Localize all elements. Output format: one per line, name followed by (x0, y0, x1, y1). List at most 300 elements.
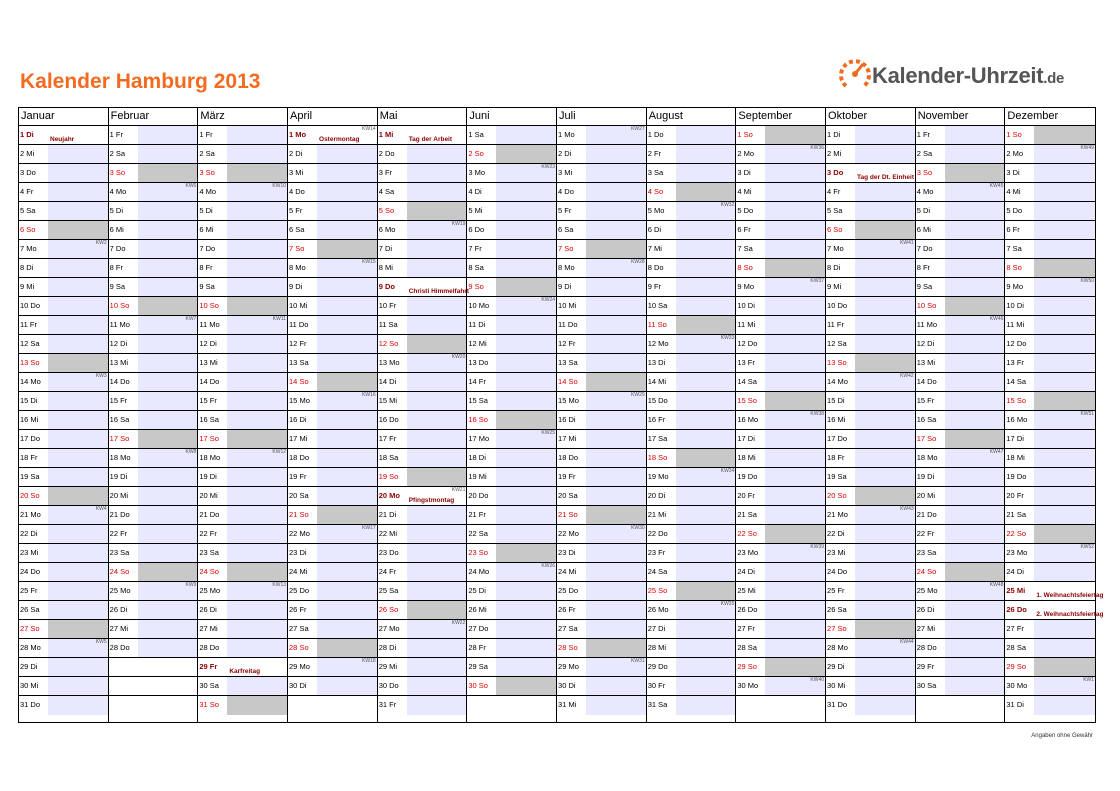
day-cell[interactable] (736, 544, 825, 563)
day-cell[interactable] (109, 430, 198, 449)
day-cell[interactable] (1005, 278, 1095, 297)
day-note-area[interactable] (855, 221, 915, 239)
day-cell[interactable] (19, 145, 108, 164)
day-note-area[interactable] (496, 525, 556, 543)
day-note-area[interactable] (317, 354, 377, 372)
day-cell[interactable] (916, 221, 1005, 240)
day-cell[interactable] (736, 411, 825, 430)
day-cell[interactable] (736, 658, 825, 677)
day-cell[interactable] (647, 430, 736, 449)
day-note-area[interactable] (586, 696, 646, 715)
day-cell[interactable] (557, 468, 646, 487)
day-note-area[interactable] (407, 506, 467, 524)
day-note-area[interactable] (407, 449, 467, 467)
day-cell[interactable] (557, 240, 646, 259)
day-cell[interactable] (647, 696, 736, 715)
day-cell[interactable] (467, 563, 556, 582)
day-cell[interactable] (826, 259, 915, 278)
day-cell[interactable] (198, 601, 287, 620)
day-cell[interactable] (736, 354, 825, 373)
day-note-area[interactable] (676, 297, 736, 315)
day-cell[interactable] (647, 316, 736, 335)
day-cell[interactable] (647, 259, 736, 278)
day-cell[interactable] (557, 278, 646, 297)
day-cell[interactable] (557, 373, 646, 392)
day-cell[interactable] (198, 373, 287, 392)
day-cell[interactable] (467, 468, 556, 487)
day-note-area[interactable] (407, 411, 467, 429)
day-cell[interactable] (467, 487, 556, 506)
day-cell[interactable] (736, 468, 825, 487)
day-note-area[interactable] (855, 297, 915, 315)
day-cell[interactable] (467, 373, 556, 392)
day-cell[interactable] (826, 468, 915, 487)
day-note-area[interactable] (227, 221, 287, 239)
day-note-area[interactable] (945, 658, 1005, 676)
day-cell[interactable] (198, 221, 287, 240)
day-note-area[interactable] (138, 373, 198, 391)
day-cell[interactable] (826, 582, 915, 601)
day-note-area[interactable] (496, 373, 556, 391)
day-note-area[interactable] (676, 240, 736, 258)
day-note-area[interactable] (586, 126, 646, 144)
day-cell[interactable] (198, 487, 287, 506)
day-note-area[interactable] (945, 259, 1005, 277)
day-cell[interactable] (467, 221, 556, 240)
day-cell[interactable] (198, 259, 287, 278)
day-note-area[interactable] (1034, 411, 1095, 429)
day-note-area[interactable] (496, 430, 556, 448)
day-note-area[interactable] (945, 164, 1005, 182)
day-cell[interactable] (19, 696, 108, 715)
day-note-area[interactable] (1034, 126, 1095, 144)
day-cell[interactable] (736, 620, 825, 639)
day-cell[interactable] (916, 259, 1005, 278)
day-cell[interactable] (647, 354, 736, 373)
day-cell[interactable] (198, 316, 287, 335)
day-cell[interactable] (557, 145, 646, 164)
day-cell[interactable] (826, 506, 915, 525)
day-cell[interactable] (378, 183, 467, 202)
day-cell[interactable] (288, 183, 377, 202)
day-note-area[interactable] (855, 316, 915, 334)
day-cell[interactable] (1005, 354, 1095, 373)
day-cell[interactable] (378, 544, 467, 563)
day-note-area[interactable] (765, 449, 825, 467)
day-cell[interactable] (1005, 506, 1095, 525)
day-note-area[interactable] (48, 620, 108, 638)
day-note-area[interactable] (48, 449, 108, 467)
day-cell[interactable] (198, 506, 287, 525)
day-note-area[interactable] (227, 658, 287, 676)
day-note-area[interactable] (855, 354, 915, 372)
day-note-area[interactable] (765, 392, 825, 410)
day-cell[interactable] (1005, 601, 1104, 620)
day-note-area[interactable] (855, 544, 915, 562)
day-note-area[interactable] (496, 316, 556, 334)
day-note-area[interactable] (945, 126, 1005, 144)
day-cell[interactable] (467, 354, 556, 373)
day-note-area[interactable] (48, 506, 108, 524)
day-note-area[interactable] (676, 658, 736, 676)
day-cell[interactable] (826, 658, 915, 677)
day-note-area[interactable] (407, 430, 467, 448)
day-note-area[interactable] (48, 696, 108, 715)
day-cell[interactable] (109, 145, 198, 164)
day-cell[interactable] (288, 487, 377, 506)
day-cell[interactable] (288, 145, 377, 164)
day-cell[interactable] (109, 221, 198, 240)
day-cell[interactable] (557, 696, 646, 715)
day-cell[interactable] (557, 202, 646, 221)
day-cell[interactable] (19, 658, 108, 677)
day-cell[interactable] (647, 506, 736, 525)
day-cell[interactable] (288, 620, 377, 639)
day-cell[interactable] (826, 335, 915, 354)
day-cell[interactable] (557, 582, 646, 601)
day-note-area[interactable] (48, 639, 108, 657)
day-cell[interactable] (198, 183, 287, 202)
day-cell[interactable] (1005, 658, 1095, 677)
day-cell[interactable] (916, 506, 1005, 525)
day-note-area[interactable] (48, 316, 108, 334)
day-note-area[interactable] (1034, 658, 1095, 676)
day-note-area[interactable] (227, 126, 287, 144)
day-cell[interactable] (378, 620, 467, 639)
day-note-area[interactable] (1034, 601, 1104, 619)
day-cell[interactable] (19, 240, 108, 259)
day-note-area[interactable] (496, 335, 556, 353)
day-note-area[interactable] (407, 525, 467, 543)
day-cell[interactable] (826, 544, 915, 563)
day-cell[interactable] (647, 183, 736, 202)
day-note-area[interactable] (317, 449, 377, 467)
day-cell[interactable] (198, 639, 287, 658)
day-cell[interactable] (1005, 696, 1095, 715)
day-cell[interactable] (1005, 164, 1095, 183)
day-cell[interactable] (288, 335, 377, 354)
day-note-area[interactable] (496, 145, 556, 163)
day-cell[interactable] (826, 620, 915, 639)
day-cell[interactable] (467, 658, 556, 677)
day-cell[interactable] (19, 601, 108, 620)
day-cell[interactable] (378, 259, 467, 278)
logo[interactable] (836, 50, 1086, 100)
day-note-area[interactable] (765, 126, 825, 144)
day-cell[interactable] (109, 240, 198, 259)
day-note-area[interactable] (586, 183, 646, 201)
day-note-area[interactable] (1034, 202, 1095, 220)
day-note-area[interactable] (227, 354, 287, 372)
day-cell[interactable] (109, 639, 198, 658)
day-cell[interactable] (198, 468, 287, 487)
day-note-area[interactable] (317, 677, 377, 695)
day-note-area[interactable] (765, 297, 825, 315)
day-cell[interactable] (288, 259, 377, 278)
day-cell[interactable] (288, 297, 377, 316)
day-note-area[interactable] (48, 373, 108, 391)
day-note-area[interactable] (945, 202, 1005, 220)
day-note-area[interactable] (138, 506, 198, 524)
day-cell[interactable] (736, 525, 825, 544)
day-cell[interactable] (647, 221, 736, 240)
day-cell[interactable] (378, 639, 467, 658)
day-note-area[interactable] (676, 411, 736, 429)
day-note-area[interactable] (855, 240, 915, 258)
day-note-area[interactable] (138, 392, 198, 410)
day-note-area[interactable] (227, 430, 287, 448)
day-cell[interactable] (916, 297, 1005, 316)
day-cell[interactable] (19, 316, 108, 335)
day-note-area[interactable] (855, 411, 915, 429)
day-cell[interactable] (378, 468, 467, 487)
day-cell[interactable] (826, 278, 915, 297)
day-note-area[interactable] (496, 164, 556, 182)
day-note-area[interactable] (227, 259, 287, 277)
day-cell[interactable] (109, 411, 198, 430)
day-cell[interactable] (1005, 639, 1095, 658)
day-cell[interactable] (467, 677, 556, 696)
day-note-area[interactable] (945, 373, 1005, 391)
day-cell[interactable] (557, 449, 646, 468)
day-note-area[interactable] (676, 563, 736, 581)
day-note-area[interactable] (48, 278, 108, 296)
day-note-area[interactable] (407, 335, 467, 353)
day-cell[interactable] (467, 145, 556, 164)
day-cell[interactable] (1005, 430, 1095, 449)
day-note-area[interactable] (855, 392, 915, 410)
day-cell[interactable] (1005, 411, 1095, 430)
day-cell[interactable] (647, 449, 736, 468)
day-cell[interactable] (826, 487, 915, 506)
day-cell[interactable] (288, 411, 377, 430)
day-note-area[interactable] (407, 639, 467, 657)
day-note-area[interactable] (138, 126, 198, 144)
day-cell[interactable] (647, 601, 736, 620)
day-cell[interactable] (647, 658, 736, 677)
day-cell[interactable] (19, 582, 108, 601)
day-note-area[interactable] (317, 525, 377, 543)
day-cell[interactable] (288, 221, 377, 240)
day-note-area[interactable] (945, 525, 1005, 543)
day-note-area[interactable] (765, 335, 825, 353)
day-cell[interactable] (916, 658, 1005, 677)
day-note-area[interactable] (586, 601, 646, 619)
day-note-area[interactable] (317, 221, 377, 239)
day-cell[interactable] (557, 392, 646, 411)
day-cell[interactable] (916, 278, 1005, 297)
day-cell[interactable] (19, 411, 108, 430)
day-note-area[interactable] (1034, 392, 1095, 410)
day-note-area[interactable] (317, 506, 377, 524)
day-cell[interactable] (736, 240, 825, 259)
day-cell[interactable] (826, 373, 915, 392)
day-cell[interactable] (916, 582, 1005, 601)
day-note-area[interactable] (317, 240, 377, 258)
day-note-area[interactable] (1034, 582, 1104, 600)
day-cell[interactable] (19, 297, 108, 316)
day-cell[interactable] (288, 582, 377, 601)
day-cell[interactable] (826, 126, 915, 145)
day-note-area[interactable] (1034, 316, 1095, 334)
day-note-area[interactable] (855, 126, 915, 144)
day-note-area[interactable] (765, 430, 825, 448)
day-cell[interactable] (826, 316, 915, 335)
day-cell[interactable] (736, 278, 825, 297)
day-cell[interactable] (378, 487, 467, 506)
day-note-area[interactable] (586, 658, 646, 676)
day-cell[interactable] (736, 563, 825, 582)
day-cell[interactable] (378, 202, 467, 221)
day-cell[interactable] (916, 411, 1005, 430)
day-cell[interactable] (198, 335, 287, 354)
day-cell[interactable] (736, 259, 825, 278)
day-note-area[interactable] (855, 278, 915, 296)
day-cell[interactable] (736, 487, 825, 506)
day-note-area[interactable] (586, 297, 646, 315)
day-note-area[interactable] (317, 183, 377, 201)
day-note-area[interactable] (317, 468, 377, 486)
day-cell[interactable] (916, 563, 1005, 582)
day-note-area[interactable] (676, 183, 736, 201)
day-note-area[interactable] (317, 335, 377, 353)
day-note-area[interactable] (317, 430, 377, 448)
day-cell[interactable] (288, 525, 377, 544)
day-note-area[interactable] (945, 335, 1005, 353)
day-note-area[interactable] (586, 620, 646, 638)
day-note-area[interactable] (407, 145, 467, 163)
day-note-area[interactable] (586, 525, 646, 543)
day-note-area[interactable] (855, 582, 915, 600)
day-note-area[interactable] (1034, 544, 1095, 562)
day-note-area[interactable] (765, 601, 825, 619)
day-cell[interactable] (378, 601, 467, 620)
day-note-area[interactable] (407, 677, 467, 695)
day-cell[interactable] (1005, 620, 1095, 639)
day-cell[interactable] (1005, 677, 1095, 696)
day-cell[interactable] (19, 449, 108, 468)
day-cell[interactable] (109, 601, 198, 620)
day-note-area[interactable] (765, 639, 825, 657)
day-note-area[interactable] (586, 316, 646, 334)
day-cell[interactable] (467, 240, 556, 259)
day-note-area[interactable] (765, 677, 825, 695)
day-cell[interactable] (109, 544, 198, 563)
day-cell[interactable] (647, 373, 736, 392)
day-cell[interactable] (826, 145, 915, 164)
day-note-area[interactable] (407, 563, 467, 581)
day-cell[interactable] (736, 392, 825, 411)
day-note-area[interactable] (945, 297, 1005, 315)
day-note-area[interactable] (855, 563, 915, 581)
day-cell[interactable] (826, 392, 915, 411)
day-note-area[interactable] (227, 164, 287, 182)
day-note-area[interactable] (586, 373, 646, 391)
day-cell[interactable] (19, 183, 108, 202)
day-note-area[interactable] (765, 487, 825, 505)
day-cell[interactable] (467, 601, 556, 620)
day-cell[interactable] (467, 411, 556, 430)
day-note-area[interactable] (227, 620, 287, 638)
day-cell[interactable] (378, 525, 467, 544)
day-note-area[interactable] (765, 278, 825, 296)
day-note-area[interactable] (945, 430, 1005, 448)
day-note-area[interactable] (48, 487, 108, 505)
day-note-area[interactable] (138, 145, 198, 163)
day-cell[interactable] (916, 164, 1005, 183)
day-cell[interactable] (736, 582, 825, 601)
day-note-area[interactable] (496, 620, 556, 638)
day-note-area[interactable] (407, 582, 467, 600)
day-cell[interactable] (557, 259, 646, 278)
day-cell[interactable] (1005, 468, 1095, 487)
day-note-area[interactable] (227, 468, 287, 486)
day-cell[interactable] (109, 392, 198, 411)
day-note-area[interactable] (855, 468, 915, 486)
day-cell[interactable] (916, 183, 1005, 202)
day-note-area[interactable] (317, 411, 377, 429)
day-note-area[interactable] (407, 221, 467, 239)
day-note-area[interactable] (317, 544, 377, 562)
day-cell[interactable] (736, 145, 825, 164)
day-cell[interactable] (288, 278, 377, 297)
day-cell[interactable] (198, 430, 287, 449)
day-note-area[interactable] (586, 145, 646, 163)
day-note-area[interactable] (317, 601, 377, 619)
day-cell[interactable] (1005, 449, 1095, 468)
day-note-area[interactable] (407, 620, 467, 638)
day-note-area[interactable] (676, 525, 736, 543)
day-note-area[interactable] (317, 145, 377, 163)
day-note-area[interactable] (138, 468, 198, 486)
day-note-area[interactable] (945, 449, 1005, 467)
day-note-area[interactable] (676, 506, 736, 524)
day-note-area[interactable] (496, 449, 556, 467)
day-note-area[interactable] (1034, 487, 1095, 505)
day-note-area[interactable] (227, 240, 287, 258)
day-cell[interactable] (467, 259, 556, 278)
day-note-area[interactable] (138, 449, 198, 467)
day-note-area[interactable] (586, 563, 646, 581)
day-note-area[interactable] (138, 430, 198, 448)
day-cell[interactable] (736, 601, 825, 620)
day-note-area[interactable] (765, 183, 825, 201)
day-cell[interactable] (378, 278, 470, 297)
day-note-area[interactable] (227, 373, 287, 391)
day-note-area[interactable] (676, 544, 736, 562)
day-note-area[interactable] (855, 487, 915, 505)
day-note-area[interactable] (586, 164, 646, 182)
day-cell[interactable] (916, 145, 1005, 164)
day-note-area[interactable] (676, 620, 736, 638)
day-note-area[interactable] (48, 563, 108, 581)
day-note-area[interactable] (227, 392, 287, 410)
day-note-area[interactable] (855, 601, 915, 619)
day-cell[interactable] (647, 620, 736, 639)
day-cell[interactable] (198, 297, 287, 316)
day-cell[interactable] (736, 677, 825, 696)
day-note-area[interactable] (1034, 449, 1095, 467)
day-note-area[interactable] (1034, 563, 1095, 581)
day-note-area[interactable] (138, 525, 198, 543)
day-note-area[interactable] (765, 240, 825, 258)
day-note-area[interactable] (227, 449, 287, 467)
day-note-area[interactable] (1034, 468, 1095, 486)
day-cell[interactable] (557, 430, 646, 449)
day-note-area[interactable] (765, 354, 825, 372)
day-note-area[interactable] (765, 145, 825, 163)
day-cell[interactable] (647, 164, 736, 183)
